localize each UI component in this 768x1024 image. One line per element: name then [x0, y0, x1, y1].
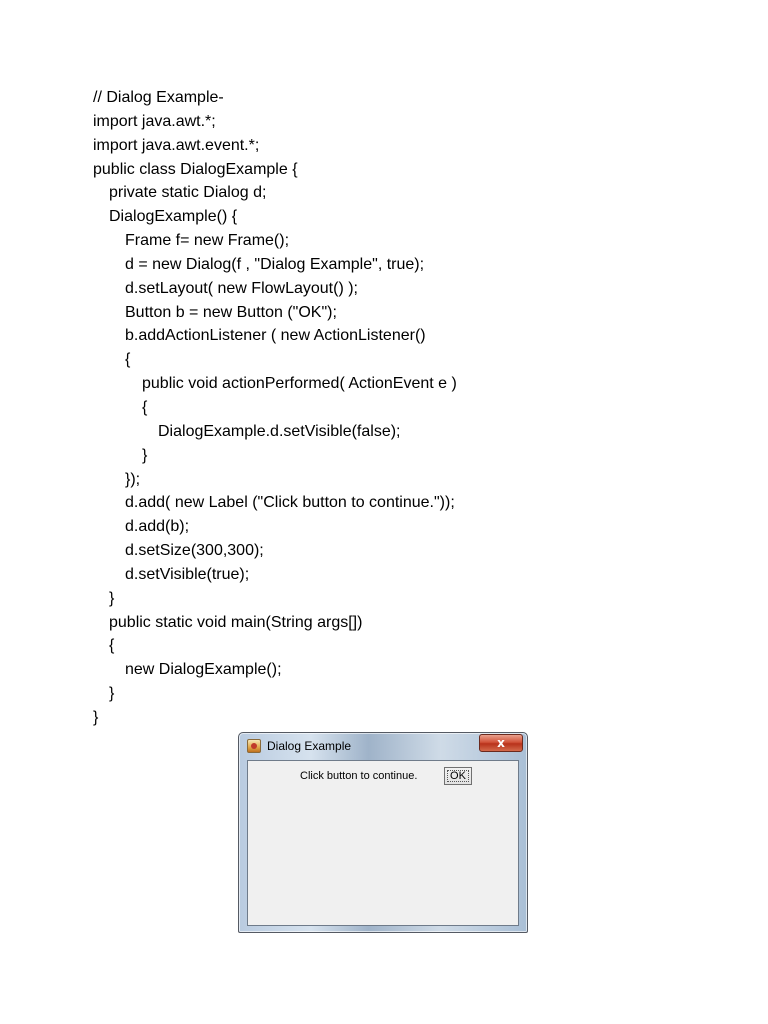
close-button[interactable]: x	[479, 734, 523, 752]
code-line: d.setSize(300,300);	[125, 542, 264, 560]
code-line: Frame f= new Frame();	[125, 232, 290, 250]
dialog-window	[238, 732, 528, 933]
code-line: d.setVisible(true);	[125, 565, 250, 583]
code-line: import java.awt.*;	[93, 112, 216, 130]
code-line: // Dialog Example-	[93, 89, 224, 106]
code-line: }	[142, 446, 148, 464]
code-line: Button b = new Button ("OK");	[125, 303, 337, 321]
code-line: public static void main(String args[])	[109, 613, 363, 631]
dialog-titlebar[interactable]	[239, 733, 527, 759]
code-line: public class DialogExample {	[93, 160, 298, 178]
code-line: });	[125, 470, 141, 488]
code-line: {	[142, 398, 148, 416]
code-line: DialogExample.d.setVisible(false);	[158, 422, 401, 440]
code-line: d.add( new Label ("Click button to continue."));	[125, 494, 455, 512]
code-listing	[93, 86, 457, 730]
code-line: d = new Dialog(f , "Dialog Example", true);	[125, 255, 425, 273]
code-line: new DialogExample();	[125, 661, 282, 679]
code-line: public void actionPerformed( ActionEvent e )	[142, 375, 457, 393]
code-line: private static Dialog d;	[109, 184, 267, 202]
code-line: b.addActionListener ( new ActionListener()	[125, 327, 426, 345]
ok-button[interactable]: OK	[444, 767, 472, 785]
java-cup-icon	[247, 739, 261, 753]
code-line: }	[109, 589, 115, 607]
code-line: }	[93, 708, 99, 726]
code-line: import java.awt.event.*;	[93, 136, 260, 154]
code-line: }	[109, 685, 115, 703]
code-line: d.add(b);	[125, 518, 190, 536]
code-line: {	[125, 351, 131, 369]
code-line: {	[109, 637, 115, 655]
dialog-label: Click button to continue.	[300, 770, 418, 782]
code-line: DialogExample() {	[109, 208, 238, 226]
dialog-title: Dialog Example	[267, 739, 352, 753]
dialog-content	[247, 760, 519, 926]
code-line: d.setLayout( new FlowLayout() );	[125, 279, 358, 297]
